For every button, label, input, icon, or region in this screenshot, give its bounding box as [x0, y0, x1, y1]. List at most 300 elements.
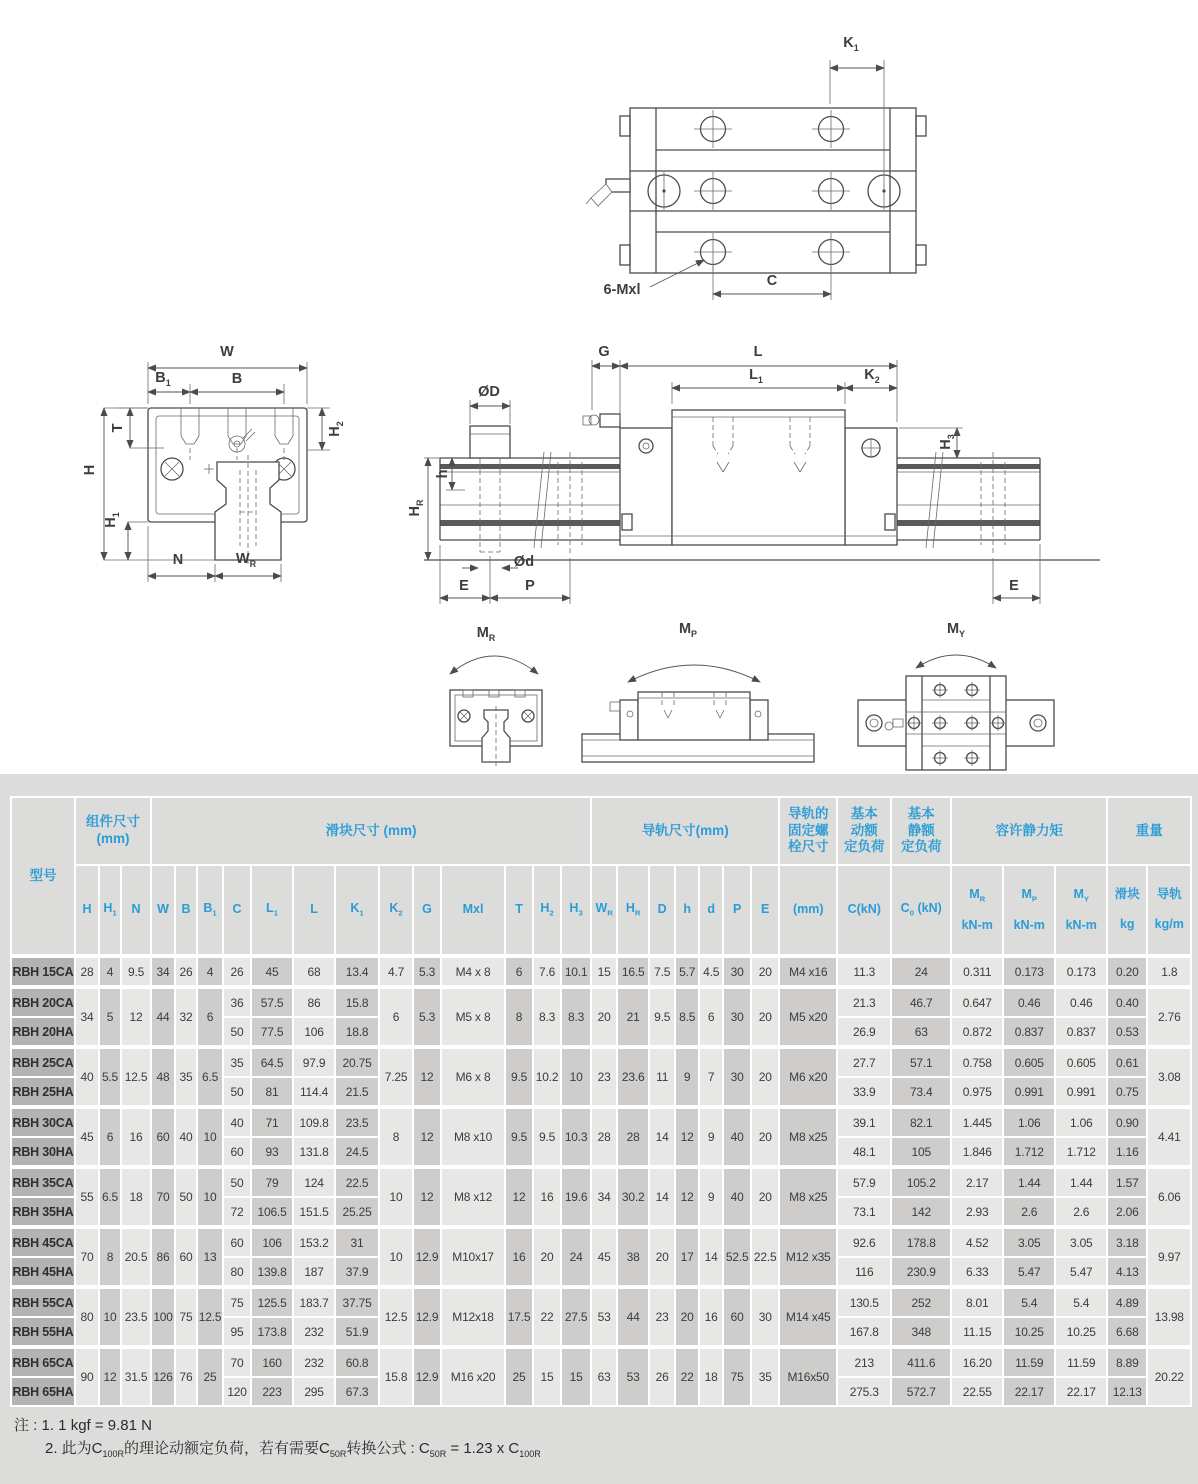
- cell-L1: 81: [251, 1077, 293, 1107]
- col-header-Mxl: Mxl: [441, 865, 505, 956]
- moment-label-mp: $M_P$: [678, 621, 698, 639]
- model-cell: RBH 65CA: [11, 1347, 75, 1377]
- cell-E: 20: [751, 1167, 779, 1227]
- col-header-W: W: [151, 865, 175, 956]
- cell-B: 76: [175, 1347, 197, 1406]
- model-cell: RBH 15CA: [11, 956, 75, 987]
- cell-MP: 0.173: [1003, 956, 1055, 987]
- group-header-dynamic-load: 基本 动额 定负荷: [837, 797, 891, 865]
- cell-H3: 27.5: [561, 1287, 591, 1347]
- cell-K1: 37.75: [335, 1287, 379, 1317]
- cell-CkN: 39.1: [837, 1107, 891, 1137]
- cell-C: 75: [223, 1287, 251, 1317]
- cell-B: 60: [175, 1227, 197, 1287]
- cell-H2: 22: [533, 1287, 561, 1347]
- cell-T: 16: [505, 1227, 533, 1287]
- col-header-H: H: [75, 865, 99, 956]
- col-header-B1: $B_1$: [197, 865, 223, 956]
- cell-C0kN: 572.7: [891, 1377, 951, 1406]
- col-header-D: D: [649, 865, 675, 956]
- cell-CkN: 33.9: [837, 1077, 891, 1107]
- cell-K1: 22.5: [335, 1167, 379, 1197]
- dim-label-od-small: Ød: [513, 554, 535, 570]
- cell-L: 109.8: [293, 1107, 335, 1137]
- cell-C: 40: [223, 1107, 251, 1137]
- cell-Mxl: M8 x10: [441, 1107, 505, 1167]
- cell-d: 18: [699, 1347, 723, 1406]
- cell-MP: 5.47: [1003, 1257, 1055, 1287]
- cell-G: 12: [413, 1107, 441, 1167]
- table-panel: [0, 774, 1198, 1484]
- col-header-bolt: (mm): [779, 865, 837, 956]
- cell-P: 40: [723, 1107, 751, 1167]
- cell-C: 95: [223, 1317, 251, 1347]
- cell-L1: 139.8: [251, 1257, 293, 1287]
- model-cell: RBH 55HA: [11, 1317, 75, 1347]
- spec-table: [10, 796, 1192, 1407]
- cell-kg_block: 0.40: [1107, 987, 1147, 1017]
- cell-H: 34: [75, 987, 99, 1047]
- cell-CkN: 213: [837, 1347, 891, 1377]
- cell-MY: 2.6: [1055, 1197, 1107, 1227]
- cell-MP: 22.17: [1003, 1377, 1055, 1406]
- cell-d: 7: [699, 1047, 723, 1107]
- cell-C0kN: 230.9: [891, 1257, 951, 1287]
- cell-L1: 106.5: [251, 1197, 293, 1227]
- dim-label-h1: $H_1$: [103, 512, 121, 528]
- cell-bolt: M16x50: [779, 1347, 837, 1406]
- cell-N: 23.5: [121, 1287, 151, 1347]
- cell-Mxl: M12x18: [441, 1287, 505, 1347]
- cell-N: 12: [121, 987, 151, 1047]
- cell-MP: 1.712: [1003, 1137, 1055, 1167]
- cell-G: 12.9: [413, 1227, 441, 1287]
- cell-K1: 37.9: [335, 1257, 379, 1287]
- cell-CkN: 26.9: [837, 1017, 891, 1047]
- cell-D: 11: [649, 1047, 675, 1107]
- cell-WR: 23: [591, 1047, 617, 1107]
- cell-CkN: 21.3: [837, 987, 891, 1017]
- cell-kg_block: 6.68: [1107, 1317, 1147, 1347]
- cell-K1: 24.5: [335, 1137, 379, 1167]
- cell-h: 9: [675, 1047, 699, 1107]
- model-cell: RBH 30CA: [11, 1107, 75, 1137]
- cell-G: 12: [413, 1047, 441, 1107]
- group-header-static-load: 基本 静额 定负荷: [891, 797, 951, 865]
- cell-C: 50: [223, 1017, 251, 1047]
- cell-kg_block: 0.75: [1107, 1077, 1147, 1107]
- cell-CkN: 27.7: [837, 1047, 891, 1077]
- model-cell: RBH 45CA: [11, 1227, 75, 1257]
- cell-L1: 160: [251, 1347, 293, 1377]
- cell-H2: 10.2: [533, 1047, 561, 1107]
- top-view-drawing: [586, 60, 926, 300]
- cell-MR: 1.445: [951, 1107, 1003, 1137]
- cell-P: 40: [723, 1167, 751, 1227]
- cell-L1: 45: [251, 956, 293, 987]
- cell-H2: 16: [533, 1167, 561, 1227]
- cell-N: 9.5: [121, 956, 151, 987]
- cell-bolt: M8 x25: [779, 1107, 837, 1167]
- cell-WR: 28: [591, 1107, 617, 1167]
- dim-label-hr: $H_R$: [407, 499, 425, 517]
- table-row: [11, 956, 1191, 987]
- cell-C0kN: 178.8: [891, 1227, 951, 1257]
- cell-MP: 0.605: [1003, 1047, 1055, 1077]
- cell-H: 40: [75, 1047, 99, 1107]
- cell-C0kN: 348: [891, 1317, 951, 1347]
- cell-MR: 11.15: [951, 1317, 1003, 1347]
- cell-W: 126: [151, 1347, 175, 1406]
- cell-C0kN: 46.7: [891, 987, 951, 1017]
- cell-CkN: 48.1: [837, 1137, 891, 1167]
- col-header-kg_block: 滑块 kg: [1107, 865, 1147, 956]
- cell-K2: 10: [379, 1167, 413, 1227]
- cell-C0kN: 142: [891, 1197, 951, 1227]
- cell-bolt: M6 x20: [779, 1047, 837, 1107]
- cell-C: 60: [223, 1137, 251, 1167]
- cell-CkN: 57.9: [837, 1167, 891, 1197]
- cell-MR: 16.20: [951, 1347, 1003, 1377]
- cell-MP: 5.4: [1003, 1287, 1055, 1317]
- cell-kg_rail: 3.08: [1147, 1047, 1191, 1107]
- cell-L: 106: [293, 1017, 335, 1047]
- cell-bolt: M14 x45: [779, 1287, 837, 1347]
- cell-L1: 106: [251, 1227, 293, 1257]
- model-cell: RBH 35CA: [11, 1167, 75, 1197]
- cell-kg_rail: 13.98: [1147, 1287, 1191, 1347]
- cell-d: 9: [699, 1107, 723, 1167]
- cell-H1: 5: [99, 987, 121, 1047]
- cell-W: 34: [151, 956, 175, 987]
- dim-label-b1: $B_1$: [155, 370, 171, 388]
- cell-T: 17.5: [505, 1287, 533, 1347]
- cell-MP: 3.05: [1003, 1227, 1055, 1257]
- cell-D: 23: [649, 1287, 675, 1347]
- cell-K2: 12.5: [379, 1287, 413, 1347]
- cell-H2: 8.3: [533, 987, 561, 1047]
- cell-d: 16: [699, 1287, 723, 1347]
- col-header-h: h: [675, 865, 699, 956]
- cell-MR: 0.975: [951, 1077, 1003, 1107]
- dim-label-h2: $H_2$: [327, 421, 345, 437]
- col-header-H3: $H_3$: [561, 865, 591, 956]
- cell-T: 6: [505, 956, 533, 987]
- cell-HR: 53: [617, 1347, 649, 1406]
- cell-C: 70: [223, 1347, 251, 1377]
- cell-H1: 4: [99, 956, 121, 987]
- cell-W: 60: [151, 1107, 175, 1167]
- dim-label-g: G: [598, 344, 610, 360]
- cell-C0kN: 63: [891, 1017, 951, 1047]
- table-row: [11, 1107, 1191, 1137]
- col-header-C0kN: $C_0$ (kN): [891, 865, 951, 956]
- col-header-C: C: [223, 865, 251, 956]
- cell-kg_block: 2.06: [1107, 1197, 1147, 1227]
- cell-kg_block: 3.18: [1107, 1227, 1147, 1257]
- cell-MY: 0.837: [1055, 1017, 1107, 1047]
- cell-H2: 7.6: [533, 956, 561, 987]
- cell-h: 12: [675, 1107, 699, 1167]
- cell-Mxl: M4 x 8: [441, 956, 505, 987]
- cell-H: 45: [75, 1107, 99, 1167]
- cell-C0kN: 73.4: [891, 1077, 951, 1107]
- cell-H: 90: [75, 1347, 99, 1406]
- cell-C0kN: 252: [891, 1287, 951, 1317]
- cell-K2: 4.7: [379, 956, 413, 987]
- cell-E: 30: [751, 1287, 779, 1347]
- cell-CkN: 275.3: [837, 1377, 891, 1406]
- col-header-L1: $L_1$: [251, 865, 293, 956]
- cell-WR: 45: [591, 1227, 617, 1287]
- col-header-WR: $W_R$: [591, 865, 617, 956]
- cell-N: 31.5: [121, 1347, 151, 1406]
- cell-T: 8: [505, 987, 533, 1047]
- cell-H: 28: [75, 956, 99, 987]
- group-header-rail: 导轨尺寸(mm): [591, 797, 779, 865]
- cell-C0kN: 105.2: [891, 1167, 951, 1197]
- cell-B1: 25: [197, 1347, 223, 1406]
- cell-MR: 1.846: [951, 1137, 1003, 1167]
- dim-label-w: W: [220, 344, 234, 360]
- cell-HR: 38: [617, 1227, 649, 1287]
- cell-MR: 0.647: [951, 987, 1003, 1017]
- cell-MP: 1.06: [1003, 1107, 1055, 1137]
- cell-L: 187: [293, 1257, 335, 1287]
- group-header-bolt: 导轨的 固定螺 栓尺寸: [779, 797, 837, 865]
- col-header-MR: $M_R$ kN-m: [951, 865, 1003, 956]
- cell-h: 17: [675, 1227, 699, 1287]
- cell-H: 80: [75, 1287, 99, 1347]
- cell-K2: 15.8: [379, 1347, 413, 1406]
- cell-C0kN: 411.6: [891, 1347, 951, 1377]
- cell-h: 5.7: [675, 956, 699, 987]
- cell-MR: 0.872: [951, 1017, 1003, 1047]
- dim-label-h: H: [82, 464, 98, 476]
- cell-h: 12: [675, 1167, 699, 1227]
- cell-L1: 223: [251, 1377, 293, 1406]
- col-header-d: d: [699, 865, 723, 956]
- cell-B1: 10: [197, 1107, 223, 1167]
- cell-MY: 0.46: [1055, 987, 1107, 1017]
- cell-H1: 6.5: [99, 1167, 121, 1227]
- cell-W: 100: [151, 1287, 175, 1347]
- cell-H1: 5.5: [99, 1047, 121, 1107]
- cell-B1: 4: [197, 956, 223, 987]
- cell-kg_block: 0.53: [1107, 1017, 1147, 1047]
- front-view-drawing: [104, 362, 330, 582]
- cell-C: 36: [223, 987, 251, 1017]
- col-header-kg_rail: 导轨 kg/m: [1147, 865, 1191, 956]
- table-row: [11, 1287, 1191, 1317]
- cell-kg_block: 4.89: [1107, 1287, 1147, 1317]
- cell-P: 75: [723, 1347, 751, 1406]
- cell-L: 232: [293, 1317, 335, 1347]
- cell-N: 16: [121, 1107, 151, 1167]
- cell-WR: 34: [591, 1167, 617, 1227]
- model-cell: RBH 20CA: [11, 987, 75, 1017]
- cell-C: 50: [223, 1167, 251, 1197]
- cell-bolt: M12 x35: [779, 1227, 837, 1287]
- cell-h: 8.5: [675, 987, 699, 1047]
- cell-L1: 57.5: [251, 987, 293, 1017]
- cell-WR: 20: [591, 987, 617, 1047]
- cell-D: 14: [649, 1167, 675, 1227]
- cell-d: 9: [699, 1167, 723, 1227]
- cell-MP: 10.25: [1003, 1317, 1055, 1347]
- cell-kg_block: 0.90: [1107, 1107, 1147, 1137]
- moment-label-my: $M_Y$: [946, 621, 966, 639]
- col-header-P: P: [723, 865, 751, 956]
- cell-kg_rail: 2.76: [1147, 987, 1191, 1047]
- cell-kg_block: 0.20: [1107, 956, 1147, 987]
- cell-WR: 53: [591, 1287, 617, 1347]
- cell-kg_block: 12.13: [1107, 1377, 1147, 1406]
- cell-L: 183.7: [293, 1287, 335, 1317]
- cell-CkN: 130.5: [837, 1287, 891, 1317]
- cell-B: 32: [175, 987, 197, 1047]
- dim-label-h3: $H_3$: [938, 434, 956, 450]
- cell-C: 50: [223, 1077, 251, 1107]
- cell-B1: 12.5: [197, 1287, 223, 1347]
- cell-d: 14: [699, 1227, 723, 1287]
- group-header-weight: 重量: [1107, 797, 1191, 865]
- cell-MY: 0.991: [1055, 1077, 1107, 1107]
- col-header-H1: $H_1$: [99, 865, 121, 956]
- cell-MY: 1.44: [1055, 1167, 1107, 1197]
- cell-H2: 9.5: [533, 1107, 561, 1167]
- cell-L1: 64.5: [251, 1047, 293, 1077]
- col-header-MY: $M_Y$ kN-m: [1055, 865, 1107, 956]
- cell-H1: 6: [99, 1107, 121, 1167]
- cell-K1: 20.75: [335, 1047, 379, 1077]
- table-row: [11, 1047, 1191, 1077]
- cell-K1: 13.4: [335, 956, 379, 987]
- col-header-H2: $H_2$: [533, 865, 561, 956]
- cell-HR: 16.5: [617, 956, 649, 987]
- col-header-MP: $M_P$ kN-m: [1003, 865, 1055, 956]
- group-header-moment: 容许静力矩: [951, 797, 1107, 865]
- moment-my-drawing: [858, 655, 1054, 770]
- cell-D: 26: [649, 1347, 675, 1406]
- cell-K2: 8: [379, 1107, 413, 1167]
- table-row: [11, 1167, 1191, 1197]
- footnote-1: 注 : 1. 1 kgf = 9.81 N: [14, 1417, 152, 1434]
- footnote-2: 2. 此为$C_{100R}$的理论动额定负荷，若有需要$C_{50R}$转换公式 : $C_{50R} = 1.23$ x $C_{100R}$: [45, 1439, 541, 1459]
- cell-C0kN: 82.1: [891, 1107, 951, 1137]
- cell-MP: 0.46: [1003, 987, 1055, 1017]
- cell-d: 4.5: [699, 956, 723, 987]
- cell-MR: 22.55: [951, 1377, 1003, 1406]
- cell-H1: 8: [99, 1227, 121, 1287]
- cell-D: 20: [649, 1227, 675, 1287]
- cell-D: 9.5: [649, 987, 675, 1047]
- cell-HR: 23.6: [617, 1047, 649, 1107]
- model-cell: RBH 20HA: [11, 1017, 75, 1047]
- cell-h: 20: [675, 1287, 699, 1347]
- cell-E: 20: [751, 956, 779, 987]
- cell-MR: 6.33: [951, 1257, 1003, 1287]
- cell-MP: 0.991: [1003, 1077, 1055, 1107]
- cell-kg_block: 1.57: [1107, 1167, 1147, 1197]
- cell-MP: 11.59: [1003, 1347, 1055, 1377]
- cell-kg_rail: 9.97: [1147, 1227, 1191, 1287]
- cell-G: 12.9: [413, 1347, 441, 1406]
- cell-C: 26: [223, 956, 251, 987]
- cell-T: 12: [505, 1167, 533, 1227]
- cell-K1: 31: [335, 1227, 379, 1257]
- cell-L1: 77.5: [251, 1017, 293, 1047]
- cell-CkN: 167.8: [837, 1317, 891, 1347]
- col-header-B: B: [175, 865, 197, 956]
- dim-label-t: T: [110, 423, 126, 433]
- col-header-G: G: [413, 865, 441, 956]
- cell-L: 86: [293, 987, 335, 1017]
- cell-B: 40: [175, 1107, 197, 1167]
- cell-B: 75: [175, 1287, 197, 1347]
- dim-label-n: N: [172, 552, 184, 568]
- model-cell: RBH 45HA: [11, 1257, 75, 1287]
- dim-label-h-small: h: [435, 469, 451, 479]
- model-cell: RBH 35HA: [11, 1197, 75, 1227]
- cell-MY: 3.05: [1055, 1227, 1107, 1257]
- cell-L1: 71: [251, 1107, 293, 1137]
- cell-P: 52.5: [723, 1227, 751, 1287]
- cell-WR: 63: [591, 1347, 617, 1406]
- cell-H1: 10: [99, 1287, 121, 1347]
- cell-L: 114.4: [293, 1077, 335, 1107]
- cell-HR: 21: [617, 987, 649, 1047]
- dim-label-wr: $W_R$: [235, 551, 257, 569]
- cell-H3: 19.6: [561, 1167, 591, 1227]
- cell-HR: 44: [617, 1287, 649, 1347]
- cell-K1: 60.8: [335, 1347, 379, 1377]
- cell-C: 72: [223, 1197, 251, 1227]
- cell-L: 124: [293, 1167, 335, 1197]
- cell-K1: 18.8: [335, 1017, 379, 1047]
- cell-MY: 22.17: [1055, 1377, 1107, 1406]
- dim-label-od-big: ØD: [478, 384, 500, 400]
- cell-N: 20.5: [121, 1227, 151, 1287]
- cell-N: 12.5: [121, 1047, 151, 1107]
- cell-E: 22.5: [751, 1227, 779, 1287]
- cell-MR: 4.52: [951, 1227, 1003, 1257]
- dim-label-k1: $K_1$: [843, 35, 859, 53]
- col-header-E: E: [751, 865, 779, 956]
- cell-B: 50: [175, 1167, 197, 1227]
- col-header-model: 型号: [11, 797, 75, 956]
- moment-mp-drawing: [582, 665, 814, 762]
- cell-kg_block: 4.13: [1107, 1257, 1147, 1287]
- cell-K2: 10: [379, 1227, 413, 1287]
- cell-K1: 15.8: [335, 987, 379, 1017]
- cell-L1: 173.8: [251, 1317, 293, 1347]
- model-cell: RBH 25CA: [11, 1047, 75, 1077]
- cell-MR: 2.17: [951, 1167, 1003, 1197]
- cell-kg_rail: 6.06: [1147, 1167, 1191, 1227]
- cell-HR: 30.2: [617, 1167, 649, 1227]
- cell-d: 6: [699, 987, 723, 1047]
- cell-C0kN: 57.1: [891, 1047, 951, 1077]
- cell-MP: 0.837: [1003, 1017, 1055, 1047]
- cell-MY: 0.173: [1055, 956, 1107, 987]
- cell-H3: 8.3: [561, 987, 591, 1047]
- col-header-K2: $K_2$: [379, 865, 413, 956]
- cell-C0kN: 24: [891, 956, 951, 987]
- cell-E: 20: [751, 987, 779, 1047]
- cell-L1: 125.5: [251, 1287, 293, 1317]
- cell-G: 12: [413, 1167, 441, 1227]
